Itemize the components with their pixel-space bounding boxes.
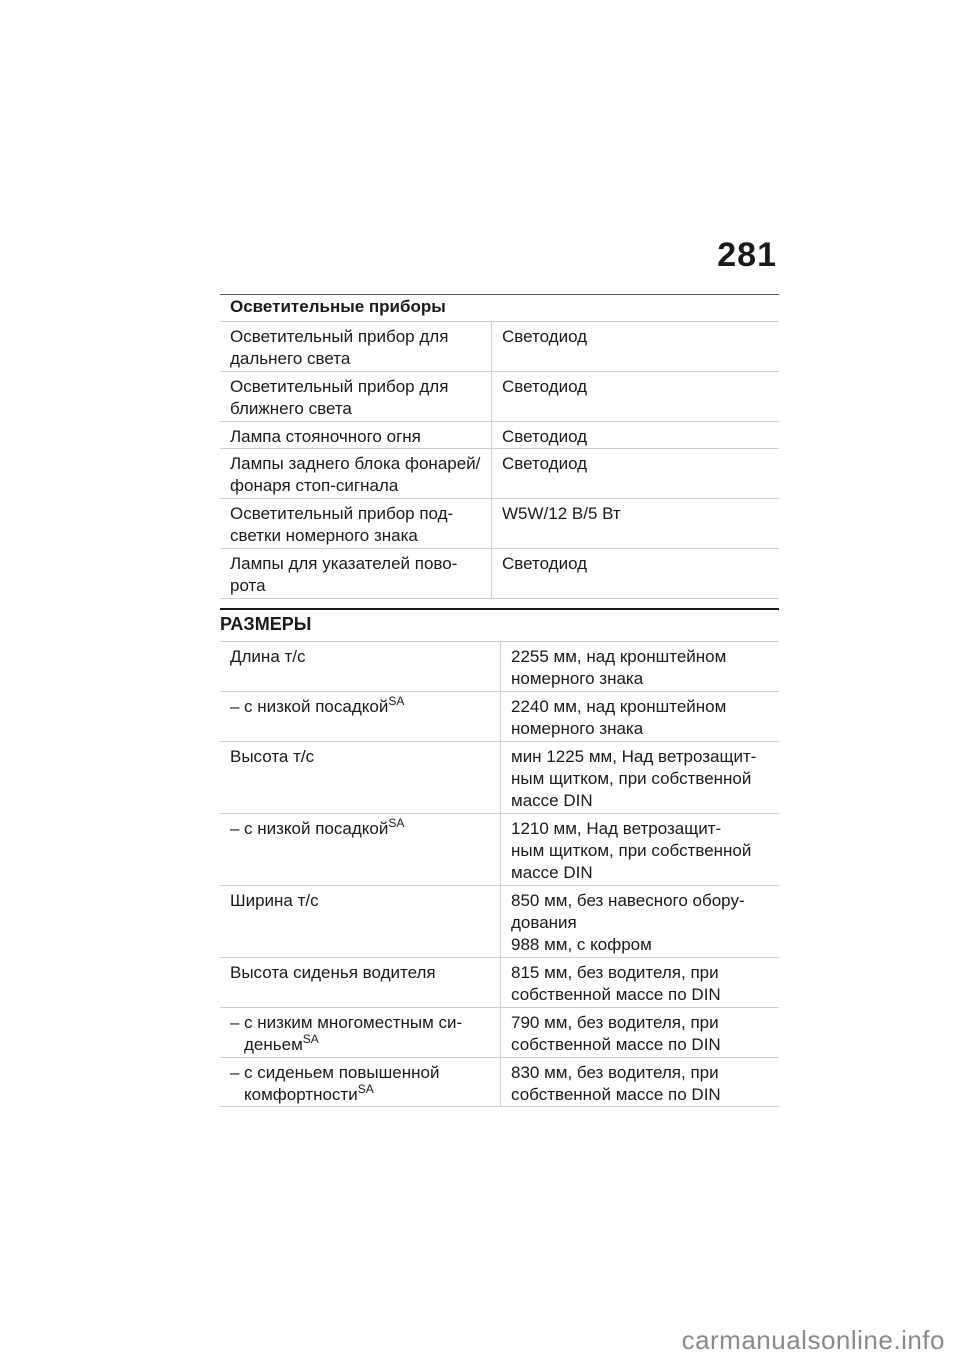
table-row (220, 1007, 779, 1057)
table-row (220, 498, 779, 548)
row-label (220, 692, 500, 741)
label-line (230, 696, 500, 718)
value-line: Светодиод (502, 427, 588, 446)
table-row (220, 548, 779, 599)
row-value (500, 886, 779, 957)
row-value (491, 499, 779, 548)
row-label (220, 372, 491, 421)
row-label (220, 642, 500, 691)
row-label (220, 814, 500, 885)
row-value (500, 742, 779, 813)
row-label (220, 422, 491, 448)
value-line: номерного знака (511, 669, 644, 688)
label-line: Высота сиденья водителя (230, 963, 436, 982)
label-line (230, 1012, 500, 1034)
row-label (220, 742, 500, 813)
value-line: 815 мм, без водителя, при (511, 963, 719, 982)
page-number: 281 (717, 236, 777, 274)
table-row (220, 448, 779, 498)
row-value (500, 1058, 779, 1106)
row-label (220, 449, 491, 498)
value-line: 1210 мм, Над ветрозащит- (511, 819, 722, 838)
value-line: Светодиод (502, 327, 588, 346)
table-row (220, 813, 779, 885)
dash-marker: – (230, 1013, 240, 1032)
table-row (220, 371, 779, 421)
label-line: Высота т/с (230, 747, 315, 766)
label-line: Лампы для указателей пово- (230, 554, 458, 573)
row-value (491, 372, 779, 421)
dimensions-heading: РАЗМЕРЫ (220, 608, 779, 643)
watermark-link[interactable]: carmanualsonline.info (681, 1325, 945, 1355)
label-line: Осветительный прибор для (230, 377, 449, 396)
table-row (220, 691, 779, 741)
label-line: дальнего света (230, 349, 351, 368)
value-line: собственной массе по DIN (511, 985, 721, 1004)
sa-marker: SA (388, 694, 405, 708)
value-line: Светодиод (502, 554, 588, 573)
value-line: массе DIN (511, 791, 593, 810)
dash-marker: – (230, 1063, 240, 1082)
label-line (230, 1084, 500, 1106)
label-line (230, 1034, 500, 1056)
row-label (220, 1008, 500, 1057)
label-line: фонаря стоп-сигнала (230, 476, 399, 495)
row-label (220, 322, 491, 371)
value-line: номерного знака (511, 719, 644, 738)
value-line: ным щитком, при собственной (511, 769, 752, 788)
label-line: светки номерного знака (230, 526, 418, 545)
label-line: Лампа стояночного огня (230, 427, 421, 446)
label-line: Лампы заднего блока фонарей/ (230, 454, 481, 473)
table-row (220, 1057, 779, 1107)
table-row (220, 421, 779, 448)
label-text: с низкой посадкой (244, 819, 389, 838)
row-label (220, 886, 500, 957)
value-line: ным щитком, при собственной (511, 841, 752, 860)
row-value (500, 814, 779, 885)
table-row (220, 885, 779, 957)
row-label (220, 499, 491, 548)
value-line: 988 мм, с кофром (511, 935, 652, 954)
value-line: 830 мм, без водителя, при (511, 1063, 719, 1082)
dash-marker: – (230, 697, 240, 716)
value-line: 2255 мм, над кронштейном (511, 647, 727, 666)
table-row (220, 641, 779, 691)
label-line: ближнего света (230, 399, 352, 418)
row-label (220, 549, 491, 598)
label-text: с низким многоместным си- (244, 1013, 463, 1032)
row-value (491, 449, 779, 498)
row-value (500, 958, 779, 1007)
row-value (491, 422, 779, 448)
value-line: массе DIN (511, 863, 593, 882)
label-line: Длина т/с (230, 647, 306, 666)
row-label (220, 958, 500, 1007)
table-row (220, 741, 779, 813)
row-value (500, 692, 779, 741)
value-line: 850 мм, без навесного обору- (511, 891, 745, 910)
sa-marker: SA (357, 1082, 374, 1096)
dimensions-table (220, 641, 779, 1107)
value-line: мин 1225 мм, Над ветрозащит- (511, 747, 757, 766)
value-line: W5W/12 В/5 Вт (502, 504, 621, 523)
label-line: Ширина т/с (230, 891, 319, 910)
table-row (220, 957, 779, 1007)
label-line (230, 818, 500, 840)
sa-marker: SA (302, 1032, 319, 1046)
value-line: Светодиод (502, 454, 588, 473)
sa-marker: SA (388, 816, 405, 830)
dash-marker: – (230, 819, 240, 838)
row-label (220, 1058, 500, 1106)
value-line: собственной массе по DIN (511, 1085, 721, 1104)
value-line: 2240 мм, над кронштейном (511, 697, 727, 716)
value-line: 790 мм, без водителя, при (511, 1013, 719, 1032)
row-value (491, 549, 779, 598)
lighting-table (220, 294, 779, 599)
value-line: собственной массе по DIN (511, 1035, 721, 1054)
label-line: рота (230, 576, 266, 595)
label-text: комфортности (244, 1085, 358, 1104)
label-text: с низкой посадкой (244, 697, 389, 716)
label-line: Осветительный прибор под- (230, 504, 454, 523)
label-text: деньем (244, 1035, 303, 1054)
label-line: Осветительный прибор для (230, 327, 449, 346)
table-row (220, 321, 779, 371)
value-line: Светодиод (502, 377, 588, 396)
row-value (500, 642, 779, 691)
row-value (491, 322, 779, 371)
lighting-heading: Осветительные приборы (220, 294, 779, 321)
value-line: дования (511, 913, 577, 932)
row-value (500, 1008, 779, 1057)
label-line (230, 1062, 500, 1084)
label-text: с сиденьем повышенной (244, 1063, 440, 1082)
